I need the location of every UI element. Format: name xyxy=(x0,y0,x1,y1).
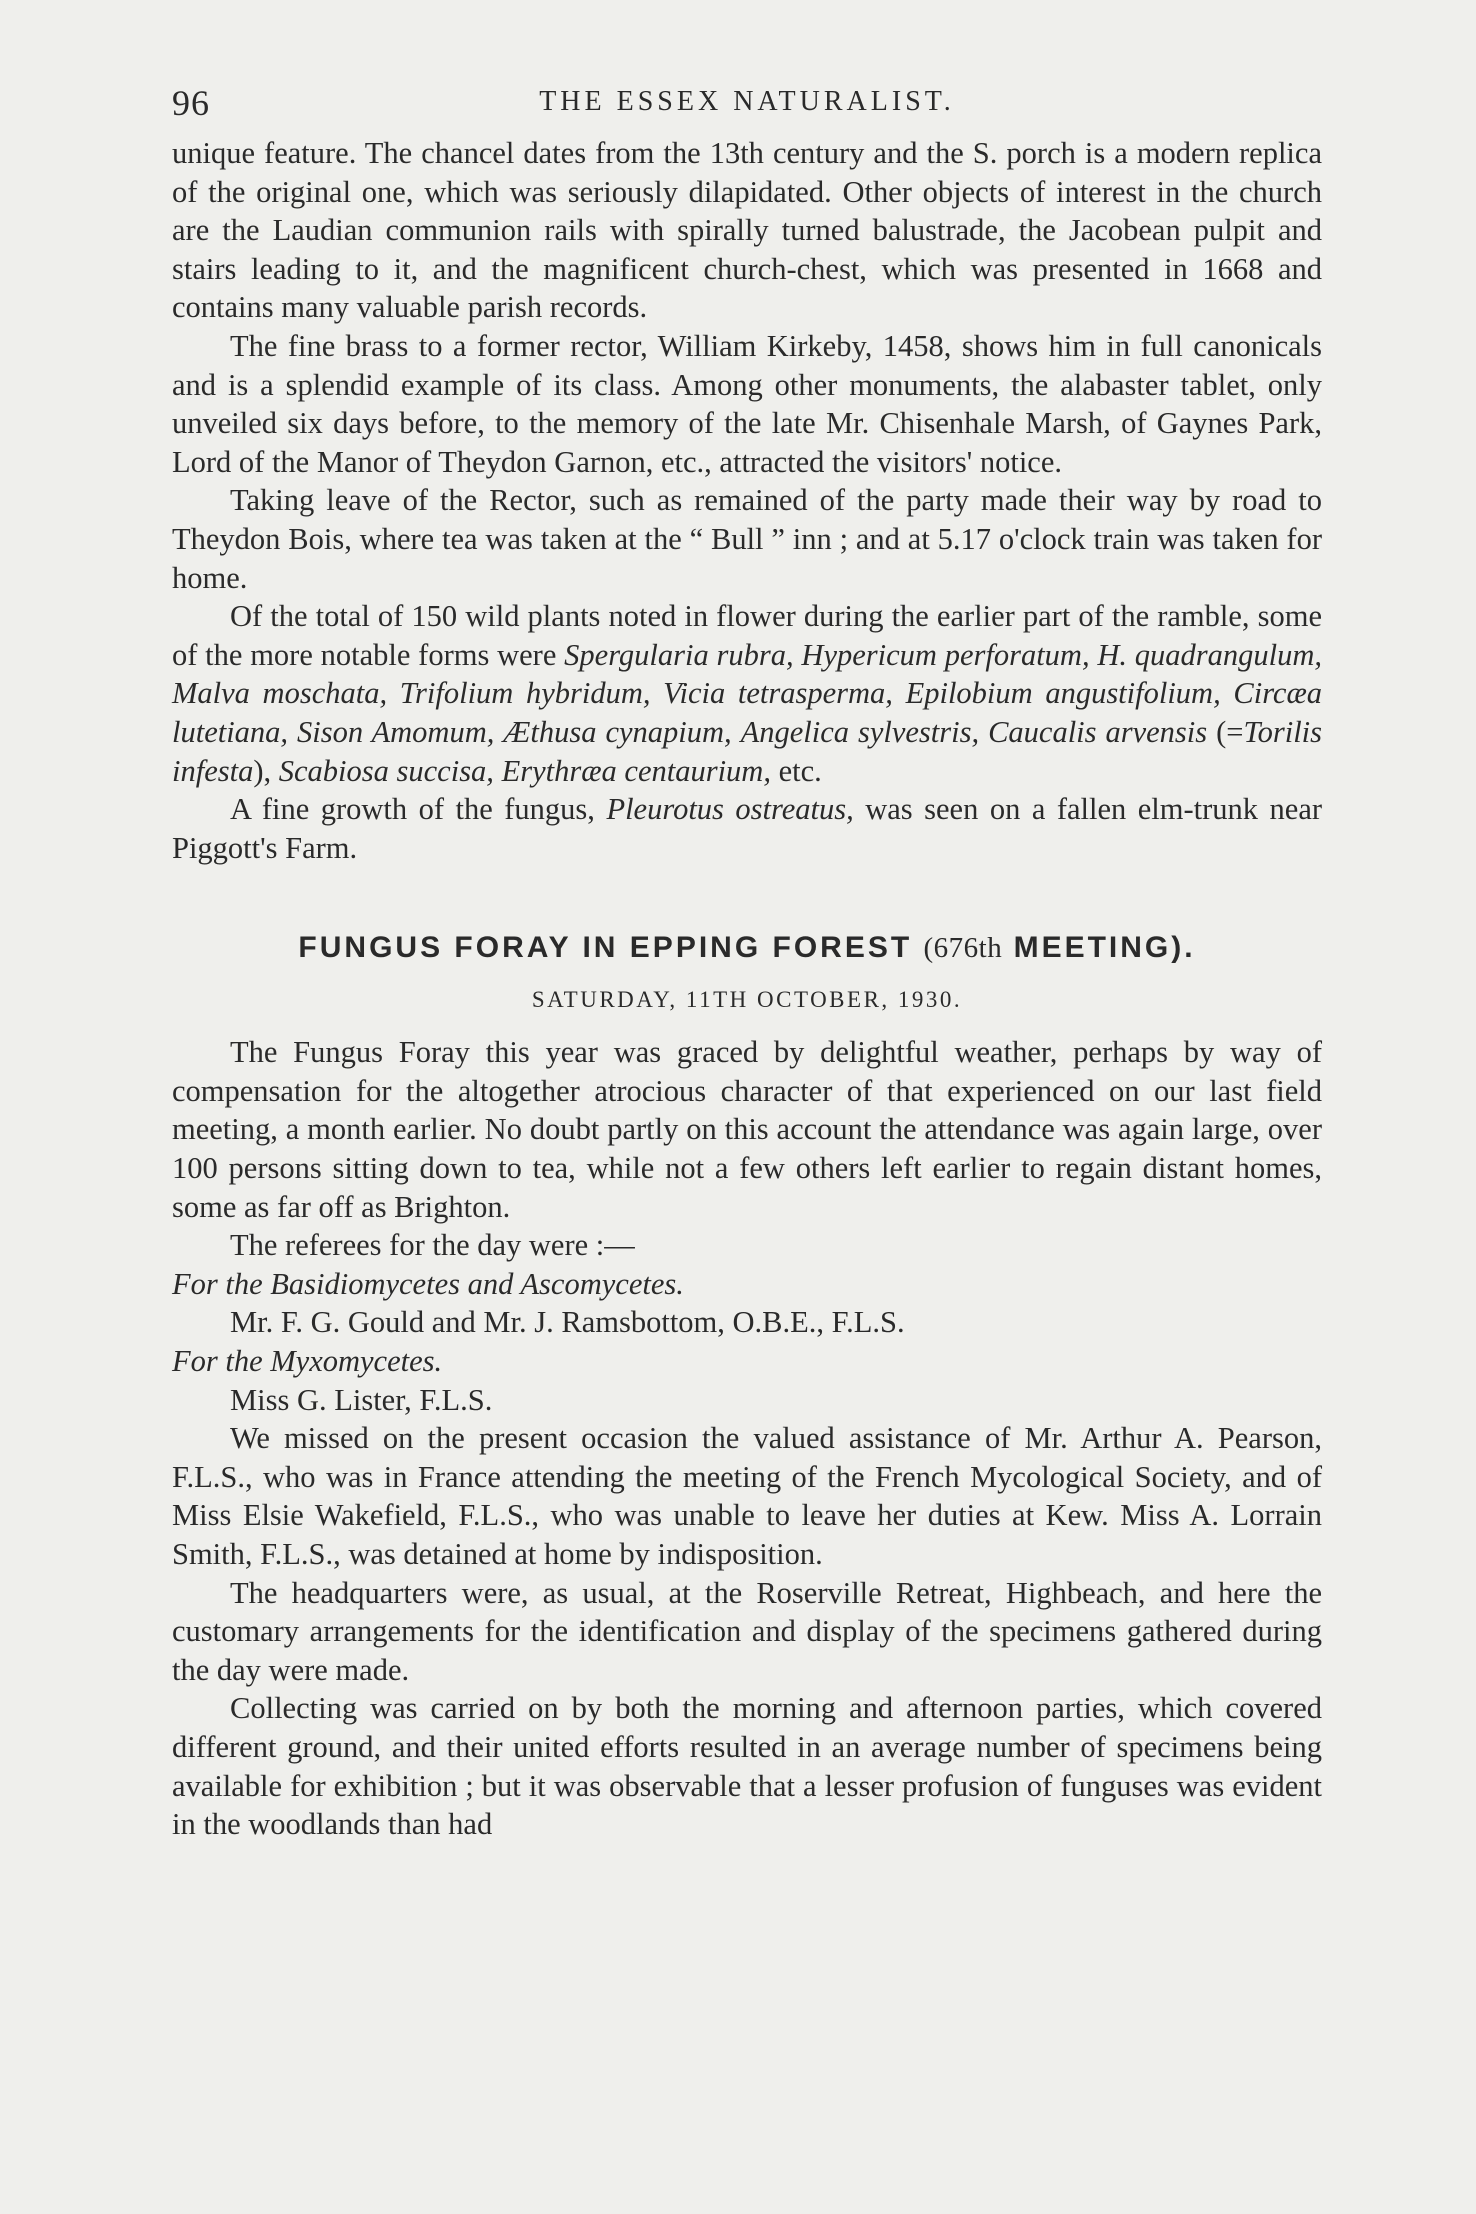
species-name: Torilis infesta xyxy=(172,714,1323,788)
paragraph: unique feature. The chancel dates from the 13th century and the S. porch is a modern replica of the original one, which was seriously dilapidated. Other objects of interest in the church are the Laudian communion rails with spirally turned balustrade, the Jacobean pulpit and stairs leading to it, and the magnificent church-chest, which was presented in 1668 and contains many valuable parish records. xyxy=(172,136,1322,325)
paragraph: The referees for the day were :— xyxy=(230,1228,635,1263)
referee-names: Miss G. Lister, F.L.S. xyxy=(230,1382,493,1417)
paragraph xyxy=(172,790,1322,867)
species-name: Pleurotus ostreatus, xyxy=(606,792,854,827)
text-run: (= xyxy=(1216,714,1244,749)
heading-title: FUNGUS FORAY IN EPPING FOREST xyxy=(298,931,913,965)
meeting-number: (676th xyxy=(923,932,1003,965)
paragraph: The headquarters were, as usual, at the Roserville Retreat, Highbeach, and here the customary arrangements for the identification and display of the specimens gathered during the day were made. xyxy=(172,1575,1322,1687)
species-name: H. quadrangulum, xyxy=(1097,637,1323,672)
section-heading xyxy=(172,931,1322,965)
text-run: A fine growth of the fungus, xyxy=(230,792,595,827)
species-name: Hypericum perforatum, xyxy=(801,637,1090,672)
species-name: Trifolium hybridum, xyxy=(399,676,651,711)
heading-meeting: MEETING). xyxy=(1013,931,1196,965)
meeting-date: SATURDAY, 11TH OCTOBER, 1930. xyxy=(531,987,963,1013)
body-text-section-2 xyxy=(172,1033,1322,1843)
referee-group-label xyxy=(172,1342,1322,1381)
paragraph: We missed on the present occasion the valued assistance of Mr. Arthur A. Pearson, F.L.S., who was in France attending the meeting of the French Mycological Society, and of Miss Elsie Wakefield, F.L.S., who was unable to leave her duties at Kew. Miss A. Lorrain Smith, F.L.S., was detained at home by indisposition. xyxy=(172,1421,1322,1571)
species-name: Erythræa centaurium, xyxy=(501,753,771,788)
species-name: Epilobium angustifolium, xyxy=(905,676,1221,711)
paragraph: The Fungus Foray this year was graced by delightful weather, perhaps by way of compensation for the altogether atrocious character of that experienced on our last field meeting, a month earlier. No doubt partly on this account the attendance was again large, over 100 persons sitting down to tea, while not a few others left earlier to regain distant homes, some as far off as Brighton. xyxy=(172,1035,1322,1224)
paragraph: Taking leave of the Rector, such as remained of the party made their way by road to Theydon Bois, where tea was taken at the “ Bull ” inn ; and at 5.17 o'clock train was taken for home. xyxy=(172,483,1322,595)
species-name: Caucalis arvensis xyxy=(988,714,1208,749)
paragraph: Collecting was carried on by both the morning and afternoon parties, which covered different ground, and their united efforts resulted in an average number of specimens being available for exhibition ; but it was observable that a lesser profusion of funguses was evident in the woodlands than had xyxy=(172,1691,1322,1842)
species-name: Æthusa cynapium, xyxy=(503,714,732,749)
running-head: THE ESSEX NATURALIST. xyxy=(539,86,955,117)
species-name: Angelica sylvestris, xyxy=(740,714,980,749)
referee-group-label-text: For the Myxomycetes. xyxy=(172,1344,443,1379)
referee-group-label-text: For the Basidiomycetes and Ascomycetes. xyxy=(172,1266,684,1301)
referee-group-label xyxy=(172,1265,1322,1304)
species-name: Malva moschata, xyxy=(172,676,388,711)
species-name: Sison Amomum, xyxy=(297,714,495,749)
text-run: ), xyxy=(253,753,272,788)
body-text xyxy=(172,134,1322,867)
species-name: Spergularia rubra, xyxy=(564,637,794,672)
text-run: Of the total of 150 wild plants noted in flower during the earlier part of the ramble, some of the more notable forms were xyxy=(172,599,1322,672)
page-header xyxy=(172,72,1322,132)
page-number: 96 xyxy=(172,83,210,123)
species-name: Circæa lutetiana, xyxy=(172,676,1323,749)
species-name: Scabiosa succisa, xyxy=(278,753,494,788)
paragraph: The fine brass to a former rector, William Kirkeby, 1458, shows him in full canonicals and is a splendid example of its class. Among other monuments, the alabaster tablet, only unveiled six days before, to the memory of the late Mr. Chisenhale Marsh, of Gaynes Park, Lord of the Manor of Theydon Garnon, etc., attracted the visitors' notice. xyxy=(172,328,1322,479)
species-name: Vicia tetrasperma, xyxy=(663,676,893,711)
text-run: was seen on a fallen elm-trunk near Piggott's Farm. xyxy=(172,792,1323,865)
paragraph-plant-list xyxy=(172,597,1322,790)
text-run: etc. xyxy=(778,753,822,788)
referee-names: Mr. F. G. Gould and Mr. J. Ramsbottom, O.B.E., F.L.S. xyxy=(230,1305,905,1340)
